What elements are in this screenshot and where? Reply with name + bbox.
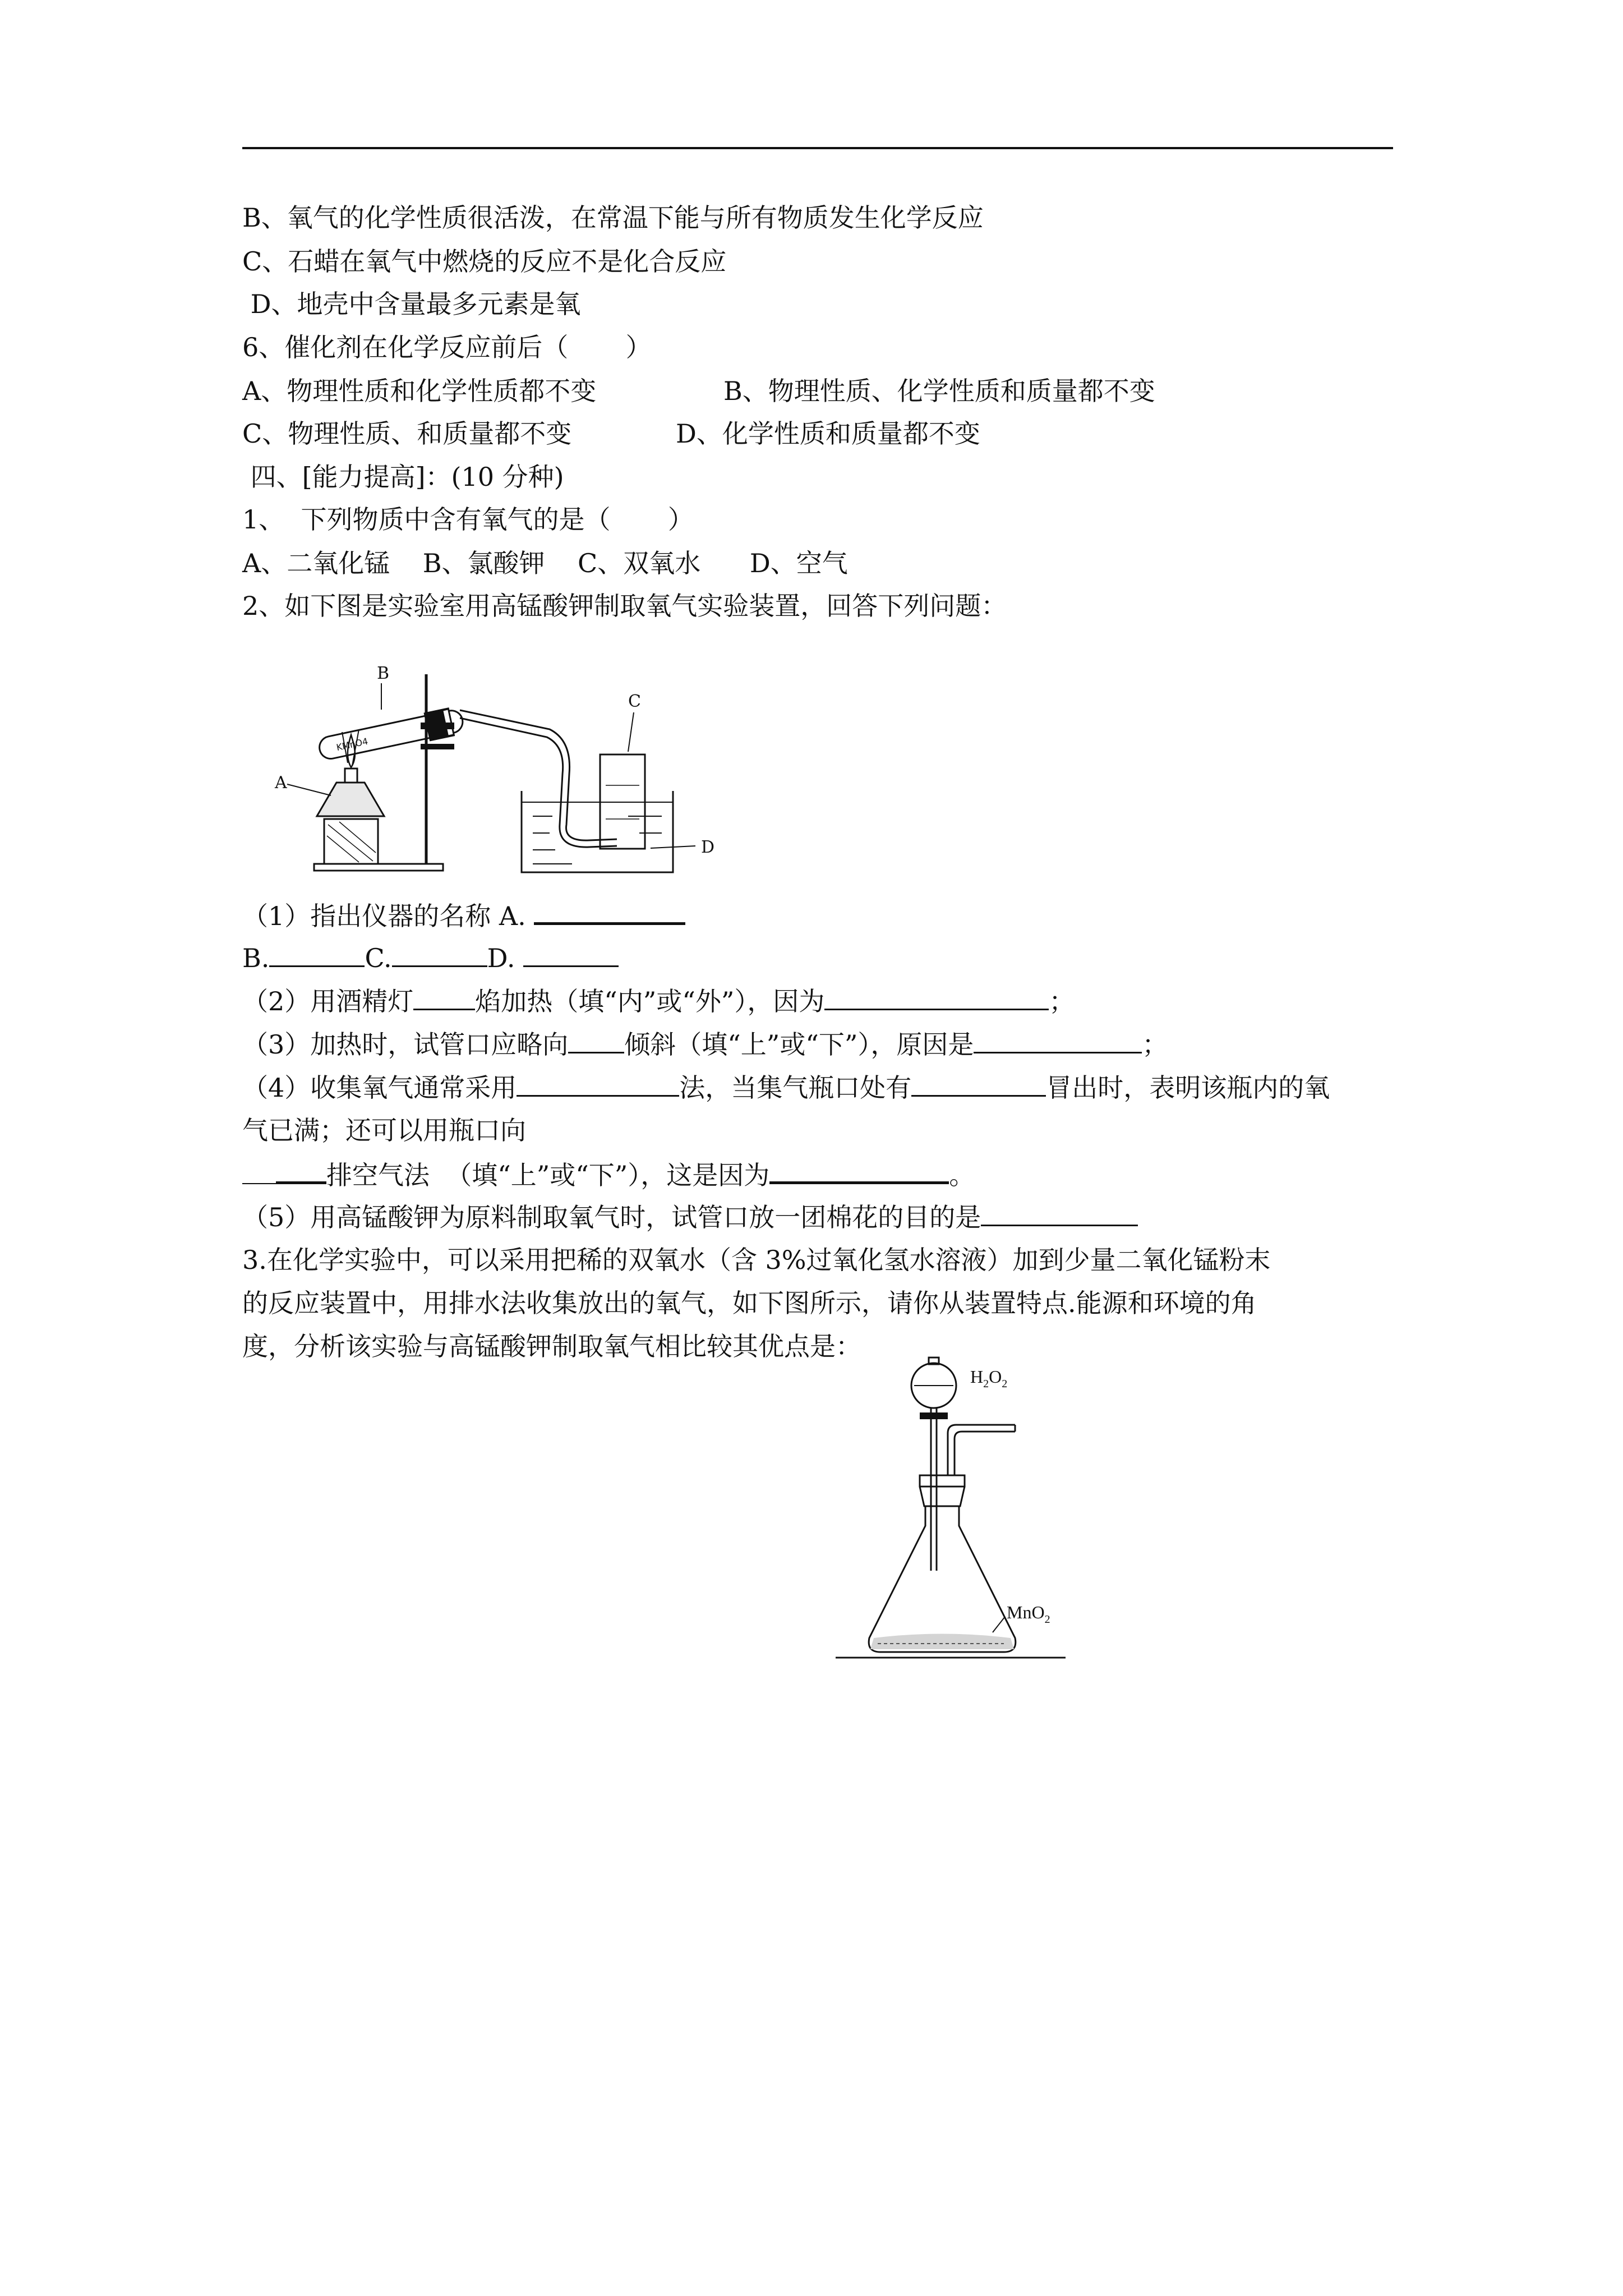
blank-b[interactable] xyxy=(269,941,365,967)
option-b-line: B、氧气的化学性质很活泼，在常温下能与所有物质发生化学反应 xyxy=(242,203,984,233)
q2-part4-line3 xyxy=(242,1157,975,1192)
question-3-line2: 的反应装置中，用排水法收集放出的氧气，如下图所示，请你从装置特点.能源和环境的角 xyxy=(242,1288,1257,1318)
question-3-line3: 度，分析该实验与高锰酸钾制取氧气相比较其优点是： xyxy=(242,1331,861,1361)
q2-part3 xyxy=(242,1027,1168,1061)
blank-flame-reason[interactable] xyxy=(824,984,1049,1010)
blank-collect-method[interactable] xyxy=(517,1070,679,1097)
q6-option-b: B、物理性质、化学性质和质量都不变 xyxy=(723,376,1155,406)
option-d-line: D、地壳中含量最多元素是氧 xyxy=(242,289,581,319)
mno2-sub: 2 xyxy=(1044,1613,1050,1626)
question-2: 2、如下图是实验室用高锰酸钾制取氧气实验装置，回答下列问题： xyxy=(242,591,1007,621)
tube-contents: KMnO4 xyxy=(335,735,369,753)
blank-b-label: B. xyxy=(242,943,270,973)
q2-part4-start: （4）收集氧气通常采用 xyxy=(242,1073,517,1103)
q2-part3-start: （3）加热时，试管口应略向 xyxy=(242,1029,569,1060)
blank-up-down[interactable] xyxy=(276,1157,326,1184)
blank-air-reason[interactable] xyxy=(769,1157,949,1184)
blank-tilt-reason[interactable] xyxy=(974,1027,1142,1053)
question-1-options: A、二氧化锰 B、氯酸钾 C、双氧水 D、空气 xyxy=(242,548,848,578)
blank-flame[interactable] xyxy=(413,984,475,1010)
kmno4-apparatus-figure xyxy=(258,662,751,881)
blank-c-label: C. xyxy=(365,943,392,973)
blank-a[interactable] xyxy=(534,898,685,925)
blank-d-label: D. xyxy=(487,943,524,973)
question-3-line1: 3.在化学实验中，可以采用把稀的双氧水（含 3%过氧化氢水溶液）加到少量二氧化锰粉末 xyxy=(242,1245,1271,1275)
mno2-label xyxy=(1007,1602,1050,1626)
h2o2-flask-figure xyxy=(836,1346,1088,1683)
header-rule xyxy=(242,147,1393,149)
q2-part4-line2: 气已满；还可以用瓶口向 xyxy=(242,1115,526,1145)
blank-c[interactable] xyxy=(392,941,487,967)
label-c: C xyxy=(628,692,641,711)
blank-bubbles[interactable] xyxy=(911,1070,1046,1097)
q2-part4-line3-end: 。 xyxy=(949,1160,975,1190)
q2-part4-mid: 法，当集气瓶口处有 xyxy=(679,1073,912,1103)
q2-part4-line3-mid: 排空气法 （填“上”或“下”），这是因为 xyxy=(326,1160,770,1190)
question-6: 6、催化剂在化学反应前后（ ） xyxy=(242,332,652,362)
blank-d[interactable] xyxy=(523,941,619,967)
blank-up-down-lead xyxy=(242,1158,276,1184)
label-a: A xyxy=(275,773,287,793)
section-heading: 四、[能力提高]：(10 分种) xyxy=(242,462,564,492)
q2-part2-start: （2）用酒精灯 xyxy=(242,986,414,1016)
h2o2-label xyxy=(970,1366,1007,1390)
h2o2-o: O xyxy=(989,1366,1002,1387)
q2-part1-text: （1）指出仪器的名称 A. xyxy=(242,901,534,931)
q2-part4 xyxy=(242,1070,1330,1105)
q6-option-d: D、化学性质和质量都不变 xyxy=(676,418,980,449)
q2-part2-mid: 焰加热（填“内”或“外”），因为 xyxy=(475,986,825,1016)
h2o2-sub2: 2 xyxy=(1002,1378,1008,1390)
blank-cotton-purpose[interactable] xyxy=(981,1200,1138,1226)
q2-part1-line2 xyxy=(242,941,619,975)
q2-part5-text: （5）用高锰酸钾为原料制取氧气时，试管口放一团棉花的目的是 xyxy=(242,1202,981,1232)
q2-part4-end: 冒出时，表明该瓶内的氧 xyxy=(1046,1073,1330,1103)
option-c-line: C、石蜡在氧气中燃烧的反应不是化合反应 xyxy=(242,246,727,277)
q2-part3-mid: 倾斜（填“上”或“下”），原因是 xyxy=(624,1029,974,1060)
blank-tilt[interactable] xyxy=(568,1027,624,1053)
mno2-text: MnO xyxy=(1007,1602,1045,1622)
q2-part1 xyxy=(242,898,685,933)
q2-part3-end: ； xyxy=(1142,1029,1168,1060)
question-1: 1、 下列物质中含有氧气的是（ ） xyxy=(242,504,694,535)
label-b: B xyxy=(377,664,390,683)
q2-part2 xyxy=(242,984,1075,1018)
h2o2-sub1: 2 xyxy=(983,1378,989,1390)
q2-part2-end: ； xyxy=(1049,986,1075,1016)
q2-part5 xyxy=(242,1200,1138,1234)
h2o2-h: H xyxy=(970,1366,984,1387)
label-d: D xyxy=(701,838,715,857)
q6-option-a: A、物理性质和化学性质都不变 xyxy=(242,376,597,406)
q6-option-c: C、物理性质、和质量都不变 xyxy=(242,418,572,449)
